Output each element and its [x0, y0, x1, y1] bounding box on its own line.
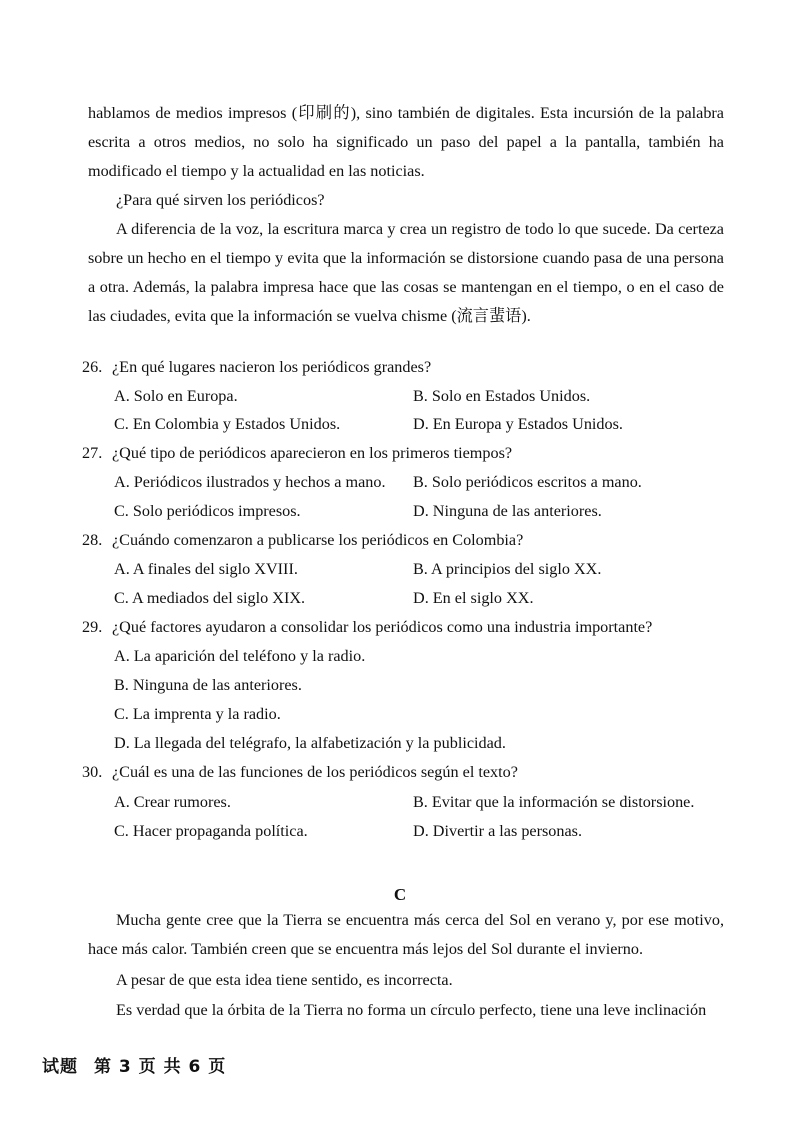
option-27-a[interactable]: A. Periódicos ilustrados y hechos a mano. — [114, 473, 386, 491]
section-c-paragraph-1: Mucha gente cree que la Tierra se encuentra más cerca del Sol en verano y, por ese motivo, hace más calor. También creen que se encuentra más lejos del Sol durante el invierno. — [88, 911, 724, 958]
section-c-heading: C — [393, 885, 407, 904]
footer-label: 试题 — [42, 1057, 78, 1077]
question-28 — [82, 526, 732, 555]
option-26-d[interactable]: D. En Europa y Estados Unidos. — [413, 415, 623, 433]
question-text: ¿En qué lugares nacieron los periódicos grandes? — [112, 358, 432, 376]
option-30-d[interactable]: D. Divertir a las personas. — [413, 822, 583, 840]
option-26-b[interactable]: B. Solo en Estados Unidos. — [413, 387, 591, 405]
passage-b-intro: hablamos de medios impresos (印刷的), sino también de digitales. Esta incursión de la palabra escrita a otros medios, no solo ha significado un paso del papel a la pantalla, también ha modificado el tiempo y la actualidad en las noticias. — [88, 104, 724, 180]
option-28-a[interactable]: A. A finales del siglo XVIII. — [114, 560, 298, 578]
question-number: 30. — [82, 763, 103, 781]
question-27 — [82, 439, 732, 468]
passage-b-subheading: ¿Para qué sirven los periódicos? — [116, 191, 325, 209]
option-29-a[interactable]: A. La aparición del teléfono y la radio. — [114, 647, 366, 665]
option-28-b[interactable]: B. A principios del siglo XX. — [413, 560, 602, 578]
question-number: 29. — [82, 618, 103, 636]
option-30-b[interactable]: B. Evitar que la información se distorsione. — [413, 793, 695, 811]
question-29 — [82, 613, 732, 642]
option-30-c[interactable]: C. Hacer propaganda política. — [114, 822, 308, 840]
option-30-a[interactable]: A. Crear rumores. — [114, 793, 231, 811]
question-text: ¿Cuál es una de las funciones de los periódicos según el texto? — [112, 763, 518, 781]
option-29-b[interactable]: B. Ninguna de las anteriores. — [114, 676, 302, 694]
question-26 — [82, 353, 732, 382]
option-26-c[interactable]: C. En Colombia y Estados Unidos. — [114, 415, 341, 433]
section-c-paragraph-2: A pesar de que esta idea tiene sentido, es incorrecta. — [116, 971, 453, 989]
option-27-c[interactable]: C. Solo periódicos impresos. — [114, 502, 301, 520]
option-28-c[interactable]: C. A mediados del siglo XIX. — [114, 589, 306, 607]
passage-b-paragraph: A diferencia de la voz, la escritura marca y crea un registro de todo lo que sucede. Da certeza sobre un hecho en el tiempo y evita que la información se distorsione cuando pasa de una persona a otra. Además, la palabra impresa hace que las cosas se mantengan en el tiempo, o en el caso de las ciudades, evita que la información se vuelva chisme (流言蜚语). — [88, 220, 724, 325]
question-text: ¿Qué factores ayudaron a consolidar los periódicos como una industria importante? — [112, 618, 653, 636]
question-text: ¿Qué tipo de periódicos aparecieron en los primeros tiempos? — [112, 444, 513, 462]
question-number: 28. — [82, 531, 103, 549]
question-text: ¿Cuándo comenzaron a publicarse los periódicos en Colombia? — [112, 531, 524, 549]
option-27-d[interactable]: D. Ninguna de las anteriores. — [413, 502, 602, 520]
question-number: 27. — [82, 444, 103, 462]
page-footer — [42, 1052, 242, 1077]
option-29-c[interactable]: C. La imprenta y la radio. — [114, 705, 281, 723]
footer-page-number: 第 3 页 共 6 页 — [94, 1057, 227, 1077]
option-27-b[interactable]: B. Solo periódicos escritos a mano. — [413, 473, 642, 491]
question-number: 26. — [82, 358, 103, 376]
option-29-d[interactable]: D. La llegada del telégrafo, la alfabetización y la publicidad. — [114, 734, 506, 752]
section-c-paragraph-3: Es verdad que la órbita de la Tierra no forma un círculo perfecto, tiene una leve inclinación — [116, 1001, 707, 1019]
option-28-d[interactable]: D. En el siglo XX. — [413, 589, 534, 607]
question-30 — [82, 758, 732, 787]
option-26-a[interactable]: A. Solo en Europa. — [114, 387, 238, 405]
